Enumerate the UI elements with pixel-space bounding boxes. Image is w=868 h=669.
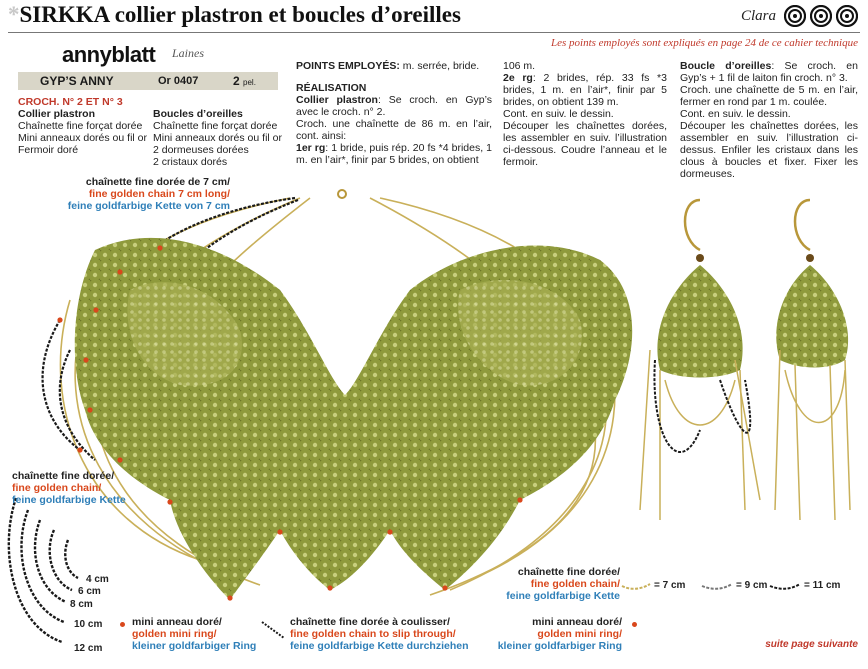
yarn-qty-value: 2 [233, 74, 240, 88]
label-fr: chaînette fine dorée/ [12, 470, 115, 482]
label-en: fine golden chain/ [530, 578, 620, 590]
label-fr: mini anneau doré/ [132, 616, 222, 628]
item-title: Boucles d’oreilles [153, 108, 243, 120]
continued-note: suite page suivante [765, 639, 858, 650]
label-de: feine goldfarbige Kette von 7 cm [67, 200, 230, 212]
instruction-line: Cont. en suiv. le dessin. [680, 108, 791, 120]
material-line: Fermoir doré [18, 144, 79, 156]
instructions-col-1 [296, 60, 492, 166]
points-label: POINTS EMPLOYÉS: [296, 60, 400, 72]
label-left-chain [12, 470, 126, 506]
materials-necklace [18, 96, 153, 156]
label-de: kleiner goldfarbiger Ring [497, 640, 622, 652]
instruction-line: 106 m. [503, 60, 536, 72]
legend-7cm: = 7 cm [654, 580, 686, 591]
legend-11cm: = 11 cm [804, 580, 841, 591]
materials-earrings [153, 96, 283, 168]
length-8: 8 cm [70, 599, 93, 610]
instruction-line: Découper les chaînettes dorées, les assembler en suiv. l’illustration ci-dessus. Enfiler les cristaux dans les clous à boucles et fixer. Fixer les dormeuses. [680, 120, 858, 180]
row2-label: 2e rg [503, 72, 533, 84]
length-4: 4 cm [86, 574, 109, 585]
spiral-icon [784, 5, 806, 27]
brand-logo: annyblatt [62, 42, 156, 67]
label-right-chain [492, 566, 620, 602]
earring-left [640, 200, 760, 520]
spiral-icon [810, 5, 832, 27]
instruction-line: Cont. en suiv. le dessin. [503, 108, 614, 120]
label-de: feine goldfarbige Kette durchziehen [290, 640, 469, 652]
label-de: feine goldfarbige Kette [506, 590, 620, 602]
boucle-text: : Se croch. en Gyp’s + 1 fil de laiton fin croch. n° 3. [680, 60, 858, 84]
legend-9cm: = 9 cm [736, 580, 768, 591]
yarn-quantity [233, 74, 256, 88]
points-text: m. serrée, bride. [402, 60, 480, 72]
yarn-name: GYP’S ANNY [40, 74, 114, 88]
hook-size: CROCH. N° 2 ET N° 3 [18, 96, 123, 108]
product-photo [0, 180, 868, 669]
realisation-heading: RÉALISATION [296, 82, 367, 94]
label-ring [132, 616, 256, 652]
label-de: feine goldfarbige Kette [12, 494, 126, 506]
material-line: 2 dormeuses dorées [153, 144, 249, 156]
instruction-line: Découper les chaînettes dorées, les assembler en suiv. l’illustration ci-dessous. Coudre l’anneau et le fermoir. [503, 120, 667, 168]
title-divider [8, 32, 860, 33]
material-line: Mini anneaux dorés ou fil or [153, 132, 282, 144]
level-name: Clara [740, 7, 776, 24]
instructions-col-2 [503, 60, 667, 168]
boucle-label: Boucle d’oreilles [680, 60, 772, 72]
label-slip-chain [290, 616, 469, 652]
item-title: Collier plastron [18, 108, 96, 120]
label-en: golden mini ring/ [132, 628, 217, 640]
instructions-col-3 [680, 60, 858, 180]
material-line: Chaînette fine forçat dorée [153, 120, 278, 132]
slip-chain-sample [262, 622, 284, 638]
difficulty-indicator [741, 5, 858, 27]
length-6: 6 cm [78, 586, 101, 597]
ring-marker [632, 622, 637, 627]
row1-text: : 1 bride, puis rép. 20 fs *4 brides, 1 m. en l’air*, finir par 5 brides, on obtient [296, 142, 492, 166]
instruction-line: Croch. une chaînette de 5 m. en l’air, fermer en rond par 1 m. coulée. [680, 84, 858, 108]
earring-right [775, 200, 850, 520]
label-right-ring [492, 616, 622, 652]
label-en: fine golden chain 7 cm long/ [88, 188, 230, 200]
title-text: SIRKKA collier plastron et boucles d’oreilles [19, 2, 461, 27]
material-line: 2 cristaux dorés [153, 156, 228, 168]
material-line: Mini anneaux dorés ou fil or [18, 132, 147, 144]
yarn-qty-unit: pel. [243, 78, 256, 87]
length-12: 12 cm [74, 643, 103, 654]
ring-marker [120, 622, 125, 627]
brand-subtitle: Laines [172, 46, 205, 60]
collier-label: Collier plastron [296, 94, 378, 106]
collier-text: : Se croch. en Gyp’s avec le croch. n° 2. [296, 94, 492, 118]
material-line: Chaînette fine forçat dorée [18, 120, 143, 132]
yarn-bar [18, 72, 278, 90]
label-de: kleiner goldfarbiger Ring [132, 640, 257, 652]
label-en: fine golden chain to slip through/ [290, 628, 456, 640]
yarn-color: Or 0407 [158, 75, 199, 87]
label-fr: chaînette fine dorée à coulisser/ [290, 616, 450, 628]
length-samples [9, 498, 78, 642]
technique-note: Les points employés sont expliqués en page 24 de ce cahier technique [550, 37, 858, 49]
label-en: golden mini ring/ [537, 628, 622, 640]
instruction-line: Croch. une chaînette de 86 m. en l’air, cont. ainsi: [296, 118, 492, 142]
legend-samples [622, 584, 800, 589]
label-fr: mini anneau doré/ [532, 616, 622, 628]
row2-text: : 2 brides, rép. 33 fs *3 brides, 1 m. en l’air*, finir par 5 brides, on obtient 139 m. [503, 72, 667, 108]
spiral-icon [836, 5, 858, 27]
page-title [8, 2, 461, 28]
label-top-chain [60, 176, 230, 212]
label-fr: chaînette fine dorée/ [517, 566, 620, 578]
length-10: 10 cm [74, 619, 103, 630]
label-fr: chaînette fine dorée de 7 cm/ [85, 176, 230, 188]
row1-label: 1er rg [296, 142, 326, 154]
clasp-icon [338, 190, 346, 198]
label-en: fine golden chain/ [12, 482, 102, 494]
title-star: * [8, 2, 20, 27]
